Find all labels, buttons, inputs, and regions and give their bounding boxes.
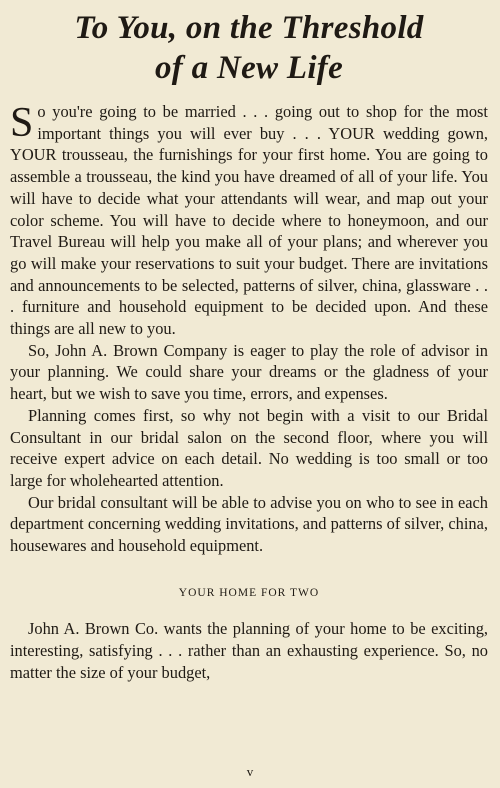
title-line-2: of a New Life: [154, 50, 344, 86]
body-text: [10, 101, 488, 684]
paragraph-4: Our bridal consultant will be able to advise you on who to see in each department concerning wedding invitations, and patterns of silver, china, housewares and household equipment.: [10, 492, 488, 556]
paragraph-1-text: o you're going to be married . . . going out to shop for the most important things you will ever buy . . . YOUR wedding gown, YOUR trousseau, the furnishings for your first home. You are going to assemble a trousseau, the kind you have dreamed of all of your life. You will have to decide what your attendants will wear, and map out your color scheme. You will have to decide where to honeymoon, and our Travel Bureau will help you make all of your plans; and wherever you go will make your reservations to suit your budget. There are invitations and announcements to be selected, patterns of silver, china, glassware . . . furniture and household equipment to be decided upon. And these things are all new to you.: [10, 102, 488, 339]
title-line-1: To You, on the Threshold: [74, 10, 424, 46]
drop-cap: S: [10, 100, 34, 146]
section-heading: YOUR HOME FOR TWO: [178, 586, 320, 599]
page-number: v: [246, 764, 254, 779]
page-title: [10, 0, 488, 88]
paragraph-5: John A. Brown Co. wants the planning of your home to be exciting, interesting, satisfying . . . rather than an exhausting experience. So, no matter the size of your budget,: [10, 619, 488, 682]
paragraph-2: So, John A. Brown Company is eager to play the role of advisor in your planning. We could share your dreams or the gladness of your heart, but we wish to save you time, errors, and expenses.: [10, 340, 488, 404]
paragraph-3: Planning comes first, so why not begin with a visit to our Bridal Consultant in our bridal salon on the second floor, where you will receive expert advice on each detail. No wedding is too small or too large for wholehearted attention.: [10, 405, 488, 490]
paragraph-1: [10, 101, 488, 340]
